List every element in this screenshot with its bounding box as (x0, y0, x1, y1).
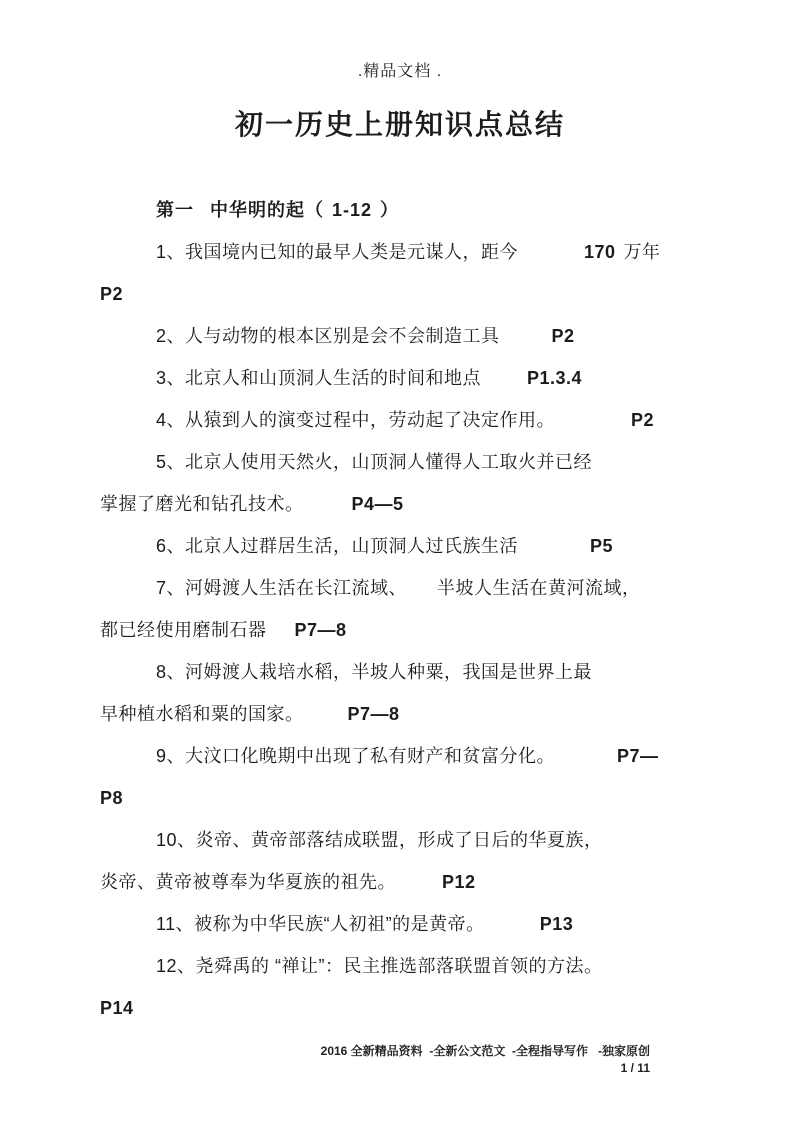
page-ref: P1.3.4 (527, 368, 583, 388)
text-line (100, 273, 710, 315)
text-segment: 1、我国境内已知的最早人类是元谋人，距今 (156, 242, 519, 262)
page-ref: 中华明的起（ (210, 200, 324, 220)
page-ref: 第一 (156, 200, 194, 220)
text-line (100, 693, 710, 735)
page-ref: P13 (539, 914, 574, 934)
page-footer (0, 1043, 650, 1077)
page-ref: P8 (100, 788, 124, 808)
text-line (100, 567, 710, 609)
text-segment: 8、河姆渡人栽培水稻，半坡人种粟，我国是世界上最 (156, 662, 593, 682)
text-segment: 都已经使用磨制石器 (100, 620, 267, 640)
text-segment: 2、人与动物的根本区别是会不会制造工具 (156, 326, 500, 346)
page-ref: P5 (590, 536, 614, 556)
text-line (100, 609, 710, 651)
page-ref: P7—8 (347, 704, 400, 724)
text-segment: 3、北京人和山顶洞人生活的时间和地点 (156, 368, 482, 388)
text-line (100, 651, 710, 693)
page-ref: P2 (551, 326, 575, 346)
text-segment: 7、河姆渡人生活在长江流域、 (156, 578, 408, 598)
text-segment: 掌握了磨光和钻孔技术。 (100, 494, 304, 514)
page-ref: P7— (617, 746, 659, 766)
document-title: 初一历史上册知识点总结 (234, 109, 565, 140)
page-ref: P2 (100, 284, 124, 304)
header-note: .精品文档 . (357, 63, 443, 80)
text-segment: 5、北京人使用天然火，山顶洞人懂得人工取火并已经 (156, 452, 593, 472)
page-ref: 170 (584, 242, 616, 262)
footer-note: 2016 全新精品资料 -全新公文范文 -全程指导写作 -独家原创 (320, 1044, 650, 1058)
text-segment: 10、炎帝、黄帝部落结成联盟，形成了日后的华夏族， (156, 830, 603, 850)
text-line (100, 483, 710, 525)
text-line (100, 987, 710, 1029)
page-ref: 1-12 (332, 200, 373, 220)
text-line (100, 357, 710, 399)
text-line (100, 735, 710, 777)
document-body (100, 189, 710, 1029)
text-line (100, 525, 710, 567)
text-segment: 12、尧舜禹的 “禅让”：民主推选部落联盟首领的方法。 (156, 956, 603, 976)
text-line (100, 441, 710, 483)
text-segment: 早种植水稻和粟的国家。 (100, 704, 304, 724)
page-ref: P7—8 (294, 620, 347, 640)
text-line (100, 777, 710, 819)
page-ref: P14 (100, 998, 134, 1018)
text-line (100, 861, 710, 903)
page-ref: P12 (442, 872, 476, 892)
page-ref: P2 (631, 410, 655, 430)
page-ref: ） (380, 200, 400, 220)
text-line (100, 399, 710, 441)
page-ref: P4—5 (351, 494, 404, 514)
text-line (100, 231, 710, 273)
text-segment: 6、北京人过群居生活，山顶洞人过氏族生活 (156, 536, 519, 556)
text-segment: 9、大汶口化晚期中出现了私有财产和贫富分化。 (156, 746, 556, 766)
text-line (100, 315, 710, 357)
text-segment: 4、从猿到人的演变过程中，劳动起了决定作用。 (156, 410, 556, 430)
text-segment: 11、被称为中华民族“人初祖”的是黄帝。 (156, 914, 485, 934)
text-segment: 炎帝、黄帝被尊奉为华夏族的祖先。 (100, 872, 396, 892)
text-segment: 万年 (623, 242, 661, 262)
text-line (100, 819, 710, 861)
text-line (100, 945, 710, 987)
text-segment: 半坡人生活在黄河流域， (437, 578, 641, 598)
text-line (100, 903, 710, 945)
section-heading (100, 189, 710, 231)
page-number: 1 / 11 (620, 1061, 650, 1075)
